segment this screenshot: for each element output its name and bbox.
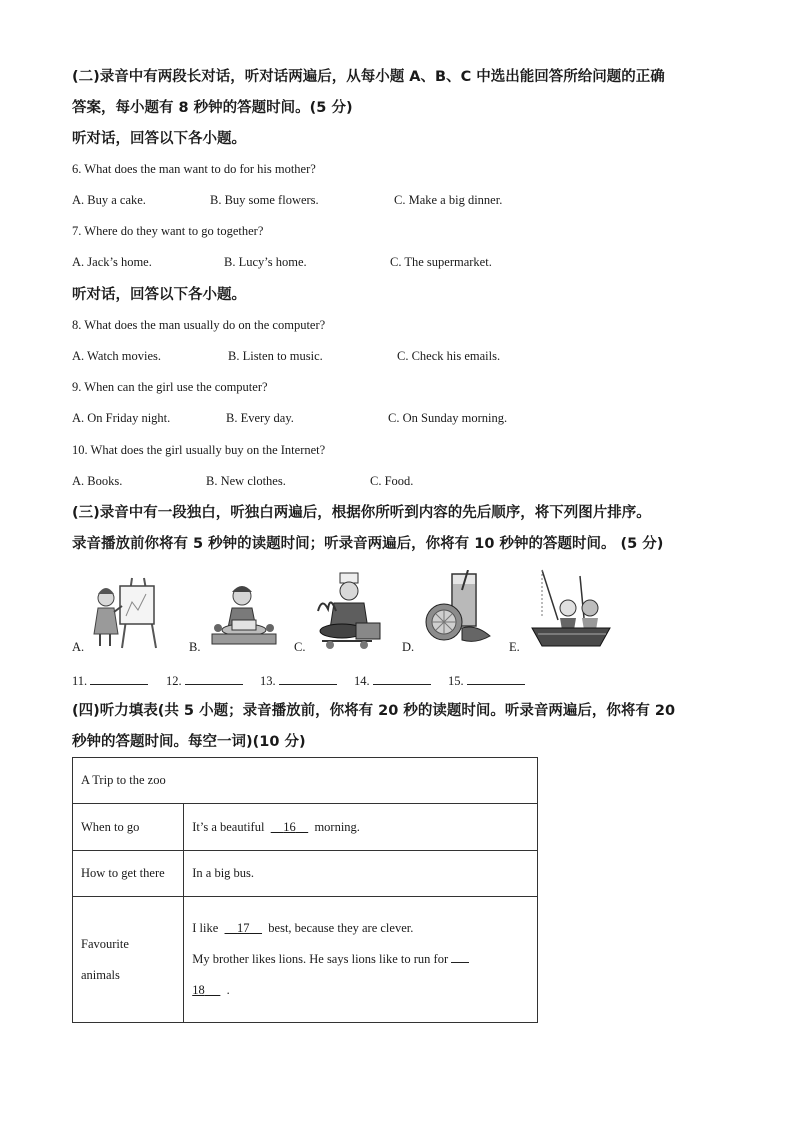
table-row <box>73 804 538 851</box>
blank-number-11: 11. <box>72 674 88 688</box>
trip-table <box>72 757 538 1023</box>
question-7: 7. Where do they want to go together? <box>72 224 264 238</box>
section2-heading <box>72 62 732 124</box>
question-8: 8. What does the man usually do on the computer? <box>72 318 326 332</box>
question-9: 9. When can the girl use the computer? <box>72 380 268 394</box>
q6-option-b: B. Buy some flowers. <box>210 193 319 207</box>
girl-baking-cake-picture <box>208 578 280 648</box>
answer-blank-15[interactable] <box>448 672 525 689</box>
blank-17-number: 17 <box>237 921 250 935</box>
picture-label-a: A. <box>72 640 85 654</box>
dialogue2-instruction: 听对话，回答以下各小题。 <box>72 287 246 303</box>
q9-option-c: C. On Sunday morning. <box>388 411 508 425</box>
section3-heading <box>72 498 732 560</box>
q10-option-c: C. Food. <box>370 474 414 488</box>
row-label-when: When to go <box>73 804 184 851</box>
section2-heading-line2: 答案，每小题有 8 秒钟的答题时间。(5 分) <box>72 100 353 116</box>
row-label-favourite <box>73 897 184 1023</box>
picture-label-c: C. <box>294 640 306 654</box>
q8-option-c: C. Check his emails. <box>397 349 501 363</box>
blank-line-15[interactable] <box>467 672 525 685</box>
q8-option-a: A. Watch movies. <box>72 349 162 363</box>
blank-number-15: 15. <box>448 674 464 688</box>
blank-number-13: 13. <box>260 674 276 688</box>
picture-label-e: E. <box>509 640 520 654</box>
q9-option-b: B. Every day. <box>226 411 294 425</box>
blank-number-12: 12. <box>166 674 182 688</box>
section4-heading-line1: (四)听力填表(共 5 小题；录音播放前，你将有 20 秒的读题时间。听录音两遍后，你将有 20 <box>72 703 676 719</box>
dialogue1-instruction: 听对话，回答以下各小题。 <box>72 131 246 147</box>
blank-18[interactable] <box>192 983 220 997</box>
blank-16[interactable] <box>271 820 309 834</box>
section2-heading-line1: (二)录音中有两段长对话，听对话两遍后，从每小题 A、B、C 中选出能回答所给问题的正确 <box>72 69 665 85</box>
row3-line2: My brother likes lions. He says lions like to run for <box>192 952 449 966</box>
blank-line-14[interactable] <box>373 672 431 685</box>
q6-option-c: C. Make a big dinner. <box>394 193 503 207</box>
section4-heading-line2: 秒钟的答题时间。每空一词)(10 分) <box>72 734 306 750</box>
row3-label-line2: animals <box>81 967 120 982</box>
section3-heading-line1: (三)录音中有一段独白，听独白两遍后，根据你所听到内容的先后顺序，将下列图片排序。 <box>72 505 651 521</box>
q10-option-a: A. Books. <box>72 474 123 488</box>
section3-heading-line2: 录音播放前你将有 5 秒钟的读题时间；听录音两遍后，你将有 10 秒钟的答题时间。 (5 分) <box>72 536 664 552</box>
blank-18-start[interactable] <box>451 950 469 963</box>
row-label-how: How to get there <box>73 851 184 897</box>
girl-painting-picture <box>86 572 162 650</box>
table-title-row <box>73 758 538 804</box>
row3-line1-before: I like <box>192 921 219 935</box>
row3-line3-after: . <box>226 983 230 997</box>
answer-blank-14[interactable] <box>354 672 431 689</box>
fishing-boat-picture <box>528 568 614 650</box>
blank-16-number: 16 <box>283 819 296 834</box>
answer-blank-12[interactable] <box>166 672 243 689</box>
picture-label-d: D. <box>402 640 415 654</box>
row-value-when <box>184 804 538 851</box>
row3-line1-after: best, because they are clever. <box>268 921 414 935</box>
row1-text-before: It’s a beautiful <box>192 819 265 834</box>
row-value-favourite <box>184 897 538 1023</box>
section4-heading <box>72 696 732 758</box>
q6-option-a: A. Buy a cake. <box>72 193 146 207</box>
man-cooking-picture <box>312 571 384 651</box>
answer-blank-11[interactable] <box>72 672 148 689</box>
q7-option-c: C. The supermarket. <box>390 255 492 269</box>
table-row <box>73 897 538 1023</box>
blank-17[interactable] <box>225 921 263 935</box>
picture-label-b: B. <box>189 640 201 654</box>
table-row <box>73 851 538 897</box>
q7-option-b: B. Lucy’s home. <box>224 255 307 269</box>
q9-option-a: A. On Friday night. <box>72 411 171 425</box>
question-6: 6. What does the man want to do for his mother? <box>72 162 316 176</box>
blank-line-11[interactable] <box>90 672 148 685</box>
blank-18-number: 18 <box>192 983 205 997</box>
row3-label-line1: Favourite <box>81 936 129 951</box>
q7-option-a: A. Jack’s home. <box>72 255 152 269</box>
blank-line-13[interactable] <box>279 672 337 685</box>
row1-text-after: morning. <box>314 819 360 834</box>
blank-number-14: 14. <box>354 674 370 688</box>
blank-line-12[interactable] <box>185 672 243 685</box>
orange-juice-picture <box>418 570 494 646</box>
q10-option-b: B. New clothes. <box>206 474 286 488</box>
q8-option-b: B. Listen to music. <box>228 349 323 363</box>
question-10: 10. What does the girl usually buy on the Internet? <box>72 443 326 457</box>
row-value-how: In a big bus. <box>184 851 538 897</box>
table-title: A Trip to the zoo <box>73 758 538 804</box>
answer-blank-13[interactable] <box>260 672 337 689</box>
